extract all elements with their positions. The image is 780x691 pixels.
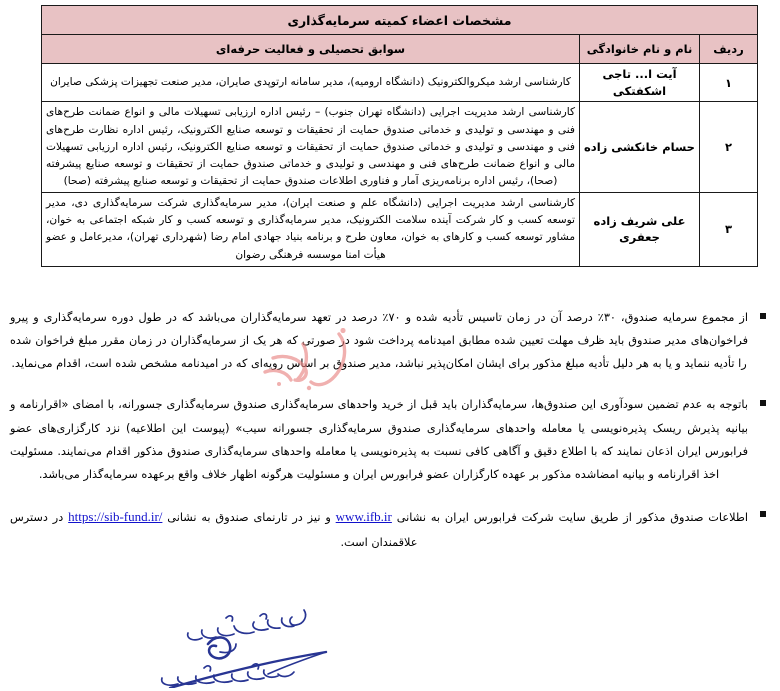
table-row (42, 102, 758, 193)
column-header-description: سوابق تحصیلی و فعالیت حرفه‌ای (42, 35, 580, 64)
column-header-name: نام و نام خانوادگی (580, 35, 700, 64)
note-info (10, 504, 770, 554)
notes-section (10, 306, 770, 572)
square-bullet-icon (760, 313, 766, 319)
cell-member-name: آیت ا... تاجی اشکفتکی (580, 64, 700, 102)
square-bullet-icon (760, 511, 766, 517)
cell-member-name: حسام خانکشی زاده (580, 102, 700, 193)
square-bullet-icon (760, 400, 766, 406)
note-capital-text: از مجموع سرمایه صندوق، ۳۰٪ درصد آن در زمان تاسیس تأدیه شده و ۷۰٪ درصد در تعهد سرمایه‌گذاران می‌باشد که در طول دوره سرمایه‌گذاری و پیرو فراخوان‌های مدیر صندوق باید ظرف مهلت تعیین شده مطابق امیدنامه پرداخت شود در صورتی که هر یک از سرمایه‌گذاران در زمان مقرر مبلغ فراخوان شده را تأدیه ننماید و یا به هر دلیل تأدیه مبلغ مذکور برای ایشان امکان‌پذیر نباشد، مدیر صندوق بر اساس رویه‌ای که در امیدنامه مشخص شده است، اقدام می‌نماید. (10, 311, 749, 371)
committee-members-table (41, 5, 758, 267)
note-info-text: اطلاعات صندوق مذکور از طریق سایت شرکت فرابورس ایران به نشانی www.ifb.ir و نیز در تارنمای صندوق به نشانی https://sib-fund.ir/ در دسترس علاقمندان است. (10, 511, 748, 549)
cell-member-description: کارشناسی ارشد مدیریت اجرایی (دانشگاه تهران جنوب) – رئیس اداره ارزیابی تسهیلات مالی و انواع ضمانت طرح‌های فنی و مهندسی و تولیدی و خدماتی صندوق حمایت از تحقیقات و توسعه صنایع الکترونیک، رئیس اداره نظارت طرح‌های فنی و مهندسی و تولیدی و خدماتی صندوق حمایت از تحقیقات و توسعه صنایع الکترونیک، رئیس اداره ارزیابی تسهیلات مالی و انواع ضمانت طرح‌های فنی و مهندسی و تولیدی و خدماتی صندوق حمایت از تحقیقات و توسعه صنایع پیشرفته (صحا)، رئیس اداره برنامه‌ریزی آمار و فناوری اطلاعات صندوق حمایت از تحقیقات و توسعه صنایع پیشرفته (صحا) (42, 102, 580, 193)
committee-table-container (41, 5, 758, 267)
table-title-row (42, 6, 758, 35)
note-capital (10, 306, 770, 375)
table-header-row (42, 35, 758, 64)
cell-radif: ۳ (700, 193, 758, 267)
cell-member-description: کارشناسی ارشد میکروالکترونیک (دانشگاه ارومیه)، مدیر سامانه ارتوپدی صایران، مدیر صنعت تجهیزات پزشکی صایران (42, 64, 580, 102)
table-title: مشخصات اعضاء کمیته سرمایه‌گذاری (42, 6, 758, 35)
column-header-radif: ردیف (700, 35, 758, 64)
table-row (42, 64, 758, 102)
external-link[interactable]: https://sib-fund.ir/ (68, 509, 163, 525)
table-row (42, 193, 758, 267)
cell-member-description: کارشناسی ارشد مدیریت اجرایی (دانشگاه علم و صنعت ایران)، مدیر سرمایه‌گذاری شرکت سرمایه‌گذاری دی، مدیر توسعه کسب و کار شرکت آینده سلامت الکترونیک، مدیر سرمایه‌گذاری و توسعه کسب و کار شبکه اجتماعی به خوان، مشاور توسعه کسب و کارهای به خوان، معاون طرح و برنامه بنیاد جهادی امام رضا (شهرداری تهران)، مدیرعامل و عضو هیأت امنا موسسه فرهنگی رضوان (42, 193, 580, 267)
cell-radif: ۲ (700, 102, 758, 193)
signature-block (108, 604, 398, 688)
note-risk (10, 393, 770, 486)
note-risk-text: باتوجه به عدم تضمین سودآوری این صندوق‌ها، سرمایه‌گذاران باید قبل از خرید واحدهای سرمایه‌گذاری صندوق سرمایه‌گذاری جسورانه، با امضای «اقرارنامه و بیانیه پذیرش ریسک پذیره‌نویسی یا معامله واحدهای سرمایه‌گذاری صندوق سرمایه‌گذاری جسورانه سیب» (پیوست این اطلاعیه) نزد کارگزاری‌های عضو فرابورس ایران اذعان نمایند که با اطلاع دقیق و آگاهی کافی نسبت به پذیره‌نویسی یا معامله واحدهای سرمایه‌گذاری صندوق مذکور اقدام می‌نمایند. مسئولیت اخذ اقرارنامه و بیانیه امضاشده مذکور بر عهده کارگزاران عضو فرابورس ایران و مسئولیت هرگونه اظهار خلاف واقع برعهده سرمایه‌گذار می‌باشد. (10, 398, 748, 481)
cell-member-name: علی شریف زاده جعفری (580, 193, 700, 267)
external-link[interactable]: www.ifb.ir (335, 509, 392, 525)
cell-radif: ۱ (700, 64, 758, 102)
